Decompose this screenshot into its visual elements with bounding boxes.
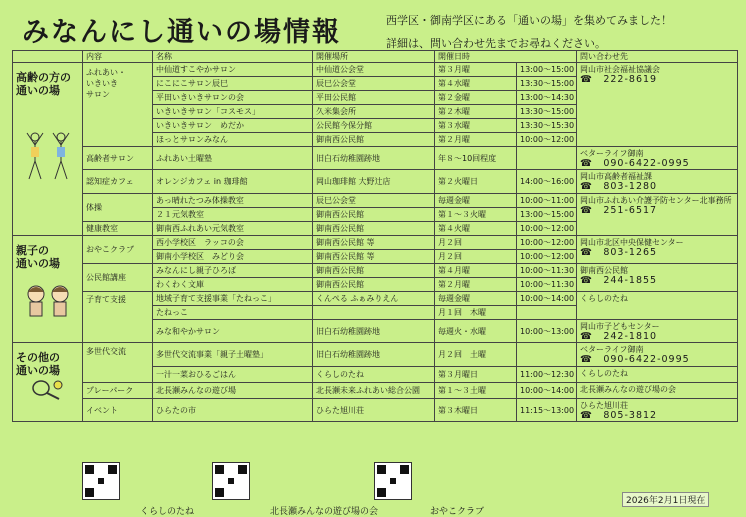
row-day: 第３月曜 bbox=[435, 63, 517, 77]
row-venue: 久米集会所 bbox=[313, 105, 435, 119]
row-name: みな和やかサロン bbox=[153, 320, 313, 343]
row-name: みなんにし親子ひろば bbox=[153, 264, 313, 278]
row-venue: 御南西公民館 bbox=[313, 264, 435, 278]
subcat-childcare: 子育て支援 bbox=[83, 292, 153, 343]
row-name: ２１元気教室 bbox=[153, 208, 313, 222]
row-venue: 岡山珈琲館 大野辻店 bbox=[313, 170, 435, 194]
header-schedule: 開催日時 bbox=[435, 51, 577, 63]
subcat-fureai: ふれあい・ いきいき サロン bbox=[83, 63, 153, 147]
contact-kurashi-2: くらしのたね bbox=[577, 367, 738, 383]
row-day: 第１～３土曜 bbox=[435, 383, 517, 399]
intro-line-2: 詳細は、問い合わせ先までお尋ねください。 bbox=[386, 37, 606, 50]
row-name: 多世代交流事業「親子土曜塾」 bbox=[153, 343, 313, 367]
row-day: 第２火曜日 bbox=[435, 170, 517, 194]
contact-betterlife-1: ベターライフ御南 ☎ 090-6422-0995 bbox=[577, 147, 738, 170]
intro-text bbox=[386, 9, 672, 55]
row-time: 10:00～12:00 bbox=[517, 236, 577, 250]
contact-kurashi-1: くらしのたね bbox=[577, 292, 738, 320]
row-time: 10:00～11:30 bbox=[517, 264, 577, 278]
tennis-illustration bbox=[16, 379, 79, 401]
row-name: ひらたの市 bbox=[153, 399, 313, 422]
row-day: 月１回 木曜 bbox=[435, 306, 517, 320]
subcat-event: イベント bbox=[83, 399, 153, 422]
row-name: わくわく文庫 bbox=[153, 278, 313, 292]
subcat-exercise: 体操 bbox=[83, 194, 153, 222]
row-day: 毎週金曜 bbox=[435, 194, 517, 208]
row-day: 第３水曜 bbox=[435, 119, 517, 133]
contact-kodomo-center: 岡山市子どもセンター ☎ 242-1810 bbox=[577, 320, 738, 343]
row-time bbox=[517, 306, 577, 320]
table-row bbox=[13, 63, 738, 77]
header-contact: 問い合わせ先 bbox=[577, 51, 738, 63]
row-time: 10:00～14:00 bbox=[517, 383, 577, 399]
row-day: 第３木曜日 bbox=[435, 399, 517, 422]
row-venue bbox=[313, 306, 435, 320]
row-name: 北長瀬みんなの遊び場 bbox=[153, 383, 313, 399]
row-day: 第１～３火曜 bbox=[435, 208, 517, 222]
row-name: ほっとサロンみなん bbox=[153, 133, 313, 147]
table-row bbox=[13, 147, 738, 170]
contact-kominkan: 御南西公民館 ☎ 244-1855 bbox=[577, 264, 738, 292]
row-time: 13:30～15:00 bbox=[517, 105, 577, 119]
row-time bbox=[517, 343, 577, 367]
row-day: 第２月曜 bbox=[435, 278, 517, 292]
category-elderly: 高齢の方の 通いの場 bbox=[13, 63, 83, 236]
row-name: 平田いきいきサロンの会 bbox=[153, 91, 313, 105]
row-name: 地域子育て支援事業「たねっこ」 bbox=[153, 292, 313, 306]
row-day: 月２回 bbox=[435, 250, 517, 264]
row-day: 毎週火・水曜 bbox=[435, 320, 517, 343]
row-day: 第２金曜 bbox=[435, 91, 517, 105]
row-time: 10:00～13:00 bbox=[517, 320, 577, 343]
table-row bbox=[13, 194, 738, 208]
table-row bbox=[13, 264, 738, 278]
qr-label-asobiba: 北長瀬みんなの遊び場の会 bbox=[270, 507, 379, 517]
subcat-play-park: プレーパーク bbox=[83, 383, 153, 399]
header-name: 名称 bbox=[153, 51, 313, 63]
row-venue: 辰巳公会堂 bbox=[313, 194, 435, 208]
info-table bbox=[12, 50, 738, 422]
contact-hirata: ひらた旭川荘 ☎ 805-3812 bbox=[577, 399, 738, 422]
row-day: 第２月曜 bbox=[435, 133, 517, 147]
contact-kaigo-center: 岡山市ふれあい介護予防センター北事務所 ☎ 251-6517 bbox=[577, 194, 738, 236]
header-venue: 開催場所 bbox=[313, 51, 435, 63]
row-name: たねっこ bbox=[153, 306, 313, 320]
row-venue: ひらた旭川荘 bbox=[313, 399, 435, 422]
table-row bbox=[13, 236, 738, 250]
row-name: あっ晴れたつみ体操教室 bbox=[153, 194, 313, 208]
subcat-senior-salon: 高齢者サロン bbox=[83, 147, 153, 170]
contact-asobiba: 北長瀬みんなの遊び場の会 bbox=[577, 383, 738, 399]
row-time: 11:00～12:30 bbox=[517, 367, 577, 383]
row-day: 毎週金曜 bbox=[435, 292, 517, 306]
row-name: 御南西ふれあい元気教室 bbox=[153, 222, 313, 236]
row-time: 14:00～16:00 bbox=[517, 170, 577, 194]
header-content: 内容 bbox=[83, 51, 153, 63]
subcat-multigen: 多世代交流 bbox=[83, 343, 153, 383]
row-time: 11:15～13:00 bbox=[517, 399, 577, 422]
subcat-oyako-club: おやこクラブ bbox=[83, 236, 153, 264]
qr-code-icon[interactable] bbox=[212, 462, 250, 500]
subcat-health-class: 健康教室 bbox=[83, 222, 153, 236]
table-row bbox=[13, 292, 738, 306]
exercise-illustration bbox=[16, 131, 79, 183]
children-icon bbox=[22, 284, 74, 320]
qr-code-row bbox=[0, 460, 746, 516]
row-name: オレンジカフェ in 珈琲館 bbox=[153, 170, 313, 194]
row-name: 御南小学校区 みどり会 bbox=[153, 250, 313, 264]
row-venue: 北長瀬未来ふれあい総合公園 bbox=[313, 383, 435, 399]
row-time: 13:00～14:30 bbox=[517, 91, 577, 105]
row-venue: 公民館今保分館 bbox=[313, 119, 435, 133]
row-day: 年８～10回程度 bbox=[435, 147, 517, 170]
row-name: 西小学校区 ラッコの会 bbox=[153, 236, 313, 250]
category-other: その他の 通いの場 bbox=[13, 343, 83, 422]
row-time: 10:00～14:00 bbox=[517, 292, 577, 306]
table-row bbox=[13, 383, 738, 399]
row-day: 第４火曜 bbox=[435, 222, 517, 236]
row-time: 10:00～12:00 bbox=[517, 222, 577, 236]
row-venue: 御南西公民館 等 bbox=[313, 250, 435, 264]
row-day: 第４月曜 bbox=[435, 264, 517, 278]
header-row bbox=[13, 51, 738, 63]
row-venue: 御南西公民館 等 bbox=[313, 236, 435, 250]
table-row bbox=[13, 170, 738, 194]
row-time: 13:30～15:30 bbox=[517, 119, 577, 133]
row-time bbox=[517, 147, 577, 170]
row-time: 13:30～15:00 bbox=[517, 77, 577, 91]
contact-shakyo: 岡山市社会福祉協議会 ☎ 222-8619 bbox=[577, 63, 738, 147]
subcat-dementia-cafe: 認知症カフェ bbox=[83, 170, 153, 194]
row-name: いきいきサロン「コスモス」 bbox=[153, 105, 313, 119]
qr-code-icon[interactable] bbox=[374, 462, 412, 500]
row-venue: 御南西公民館 bbox=[313, 133, 435, 147]
row-name: いきいきサロン めだか bbox=[153, 119, 313, 133]
category-parent-child: 親子の 通いの場 bbox=[13, 236, 83, 343]
row-time: 10:00～11:30 bbox=[517, 278, 577, 292]
row-name: にこにこサロン辰巳 bbox=[153, 77, 313, 91]
table-row bbox=[13, 399, 738, 422]
row-time: 13:00～15:00 bbox=[517, 208, 577, 222]
row-name: ふれあい土曜塾 bbox=[153, 147, 313, 170]
row-day: 第２木曜 bbox=[435, 105, 517, 119]
row-day: 月２回 bbox=[435, 236, 517, 250]
row-time: 10:00～12:00 bbox=[517, 133, 577, 147]
subcat-kominkan: 公民館講座 bbox=[83, 264, 153, 292]
row-day: 第３月曜日 bbox=[435, 367, 517, 383]
row-venue: 中仙道公会堂 bbox=[313, 63, 435, 77]
row-venue: くんぺる ふぁみりえん bbox=[313, 292, 435, 306]
row-venue: くらしのたね bbox=[313, 367, 435, 383]
racket-icon bbox=[31, 379, 65, 401]
row-venue: 平田公民館 bbox=[313, 91, 435, 105]
row-venue: 御南西公民館 bbox=[313, 278, 435, 292]
table-row bbox=[13, 343, 738, 367]
header-blank bbox=[13, 51, 83, 63]
intro-line-1: 西学区・御南学区にある「通いの場」を集めてみました！ bbox=[386, 14, 672, 27]
row-time: 13:00～15:00 bbox=[517, 63, 577, 77]
row-venue: 旧白石幼稚園跡地 bbox=[313, 147, 435, 170]
qr-label-kurashi: くらしのたね bbox=[140, 507, 195, 517]
qr-code-icon[interactable] bbox=[82, 462, 120, 500]
qr-label-oyako: おやこクラブ bbox=[430, 507, 485, 517]
exercising-people-icon bbox=[23, 131, 73, 183]
children-illustration bbox=[16, 284, 79, 320]
row-venue: 旧白石幼稚園跡地 bbox=[313, 343, 435, 367]
row-day: 月２回 土曜 bbox=[435, 343, 517, 367]
row-venue: 御南西公民館 bbox=[313, 208, 435, 222]
row-time: 10:00～12:00 bbox=[517, 250, 577, 264]
row-name: 一汁一菜おひるごはん bbox=[153, 367, 313, 383]
row-venue: 旧白石幼稚園跡地 bbox=[313, 320, 435, 343]
page-title: みなんにし通いの場情報 bbox=[22, 17, 341, 48]
row-day: 第４水曜 bbox=[435, 77, 517, 91]
contact-hokencenter: 岡山市北区中央保健センター ☎ 803-1265 bbox=[577, 236, 738, 264]
contact-kourei: 岡山市高齢者福祉課 ☎ 803-1280 bbox=[577, 170, 738, 194]
row-venue: 辰巳公会堂 bbox=[313, 77, 435, 91]
row-time: 10:00～11:00 bbox=[517, 194, 577, 208]
row-venue: 御南西公民館 bbox=[313, 222, 435, 236]
contact-betterlife-2: ベターライフ御南 ☎ 090-6422-0995 bbox=[577, 343, 738, 367]
row-name: 中仙道すこやかサロン bbox=[153, 63, 313, 77]
as-of-date: 2026年2月1日現在 bbox=[622, 492, 709, 507]
